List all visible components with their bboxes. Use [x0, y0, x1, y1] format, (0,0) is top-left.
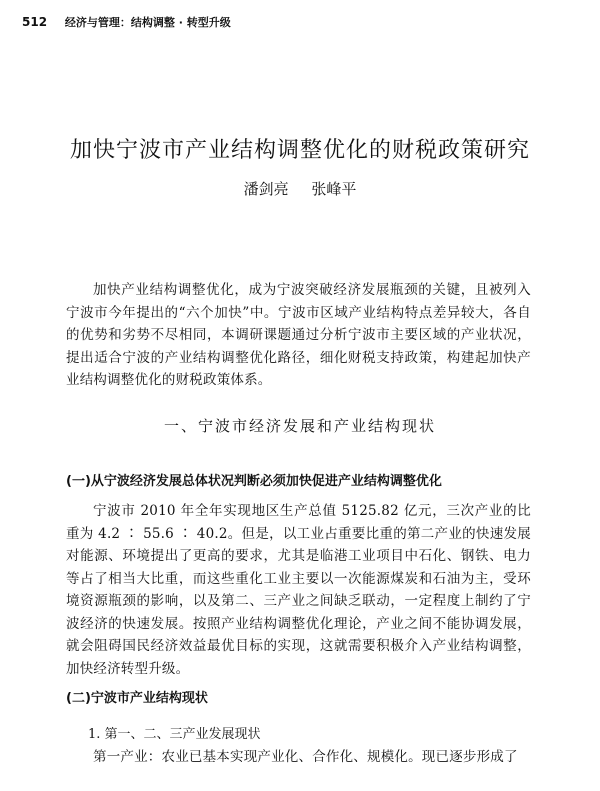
subsection-heading-2: (二)宁波市产业结构现状	[66, 691, 208, 706]
page-number: 512	[22, 15, 48, 29]
article-title: 加快宁波市产业结构调整优化的财税政策研究	[69, 138, 530, 163]
subsection-heading-1: (一)从宁波经济发展总体状况判断必须加快促进产业结构调整优化	[66, 474, 442, 489]
authors: 潘剑亮 张峰平	[243, 180, 357, 198]
body-paragraph-2: 第一产业：农业已基本实现产业化、合作化、规模化。现已逐步形成了	[93, 749, 518, 765]
running-title: 经济与管理：结构调整 · 转型升级	[64, 16, 231, 29]
section-heading: 一、宁波市经济发展和产业结构现状	[163, 417, 436, 435]
running-header	[22, 14, 231, 30]
subsubsection-heading: 1. 第一、二、三产业发展现状	[88, 727, 261, 742]
abstract-paragraph: 加快产业结构调整优化，成为宁波突破经济发展瓶颈的关键，且被列入宁波市今年提出的“六个加快”中。宁波市区域产业结构特点差异较大，各自的优势和劣势不尽相同，本调研课题通过分析宁波市主要区域的产业状况，提出适合宁波的产业结构调整优化路径，细化财税支持政策，构建起加快产业结构调整优化的财税政策体系。	[66, 282, 531, 388]
body-paragraph-1: 宁波市 2010 年全年实现地区生产总值 5125.82 亿元，三次产业的比重为 4.2 ∶ 55.6 ∶ 40.2。但是，以工业占重要比重的第二产业的快速发展对能源、环境提出了更高的要求，尤其是临港工业项目中石化、钢铁、电力等占了相当大比重，而这些重化工业主要以一次能源煤炭和石油为主，受环境资源瓶颈的影响，以及第二、三产业之间缺乏联动，一定程度上制约了宁波经济的快速发展。按照产业结构调整优化理论，产业之间不能协调发展，就会阻碍国民经济效益最优目标的实现，这就需要积极介入产业结构调整，加快经济转型升级。	[66, 503, 531, 677]
